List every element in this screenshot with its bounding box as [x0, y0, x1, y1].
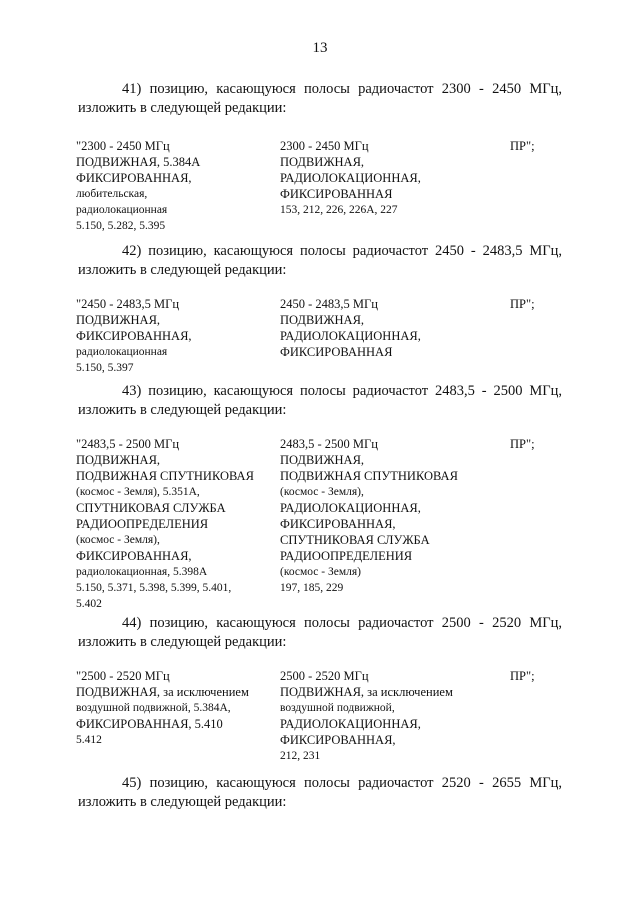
- table-line: радиолокационная: [76, 204, 168, 216]
- intro-line: изложить в следующей редакции:: [78, 634, 287, 650]
- table-line: ПОДВИЖНАЯ,: [76, 453, 161, 467]
- table-line: 5.150, 5.397: [76, 362, 134, 374]
- table-line: РАДИОЛОКАЦИОННАЯ,: [280, 717, 421, 731]
- table-line: (космос - Земля),: [280, 486, 364, 498]
- table-line: РАДИОЛОКАЦИОННАЯ,: [280, 329, 421, 343]
- section-41-intro: [78, 80, 562, 118]
- table-line: ПОДВИЖНАЯ,: [280, 313, 365, 327]
- table-line: РАДИОЛОКАЦИОННАЯ,: [280, 171, 421, 185]
- intro-line: 43) позицию, касающуюся полосы радиочастот 2483,5 - 2500 МГц,: [122, 383, 562, 399]
- table-line: 153, 212, 226, 226А, 227: [280, 204, 398, 216]
- section-43-intro: [78, 382, 562, 420]
- intro-line: изложить в следующей редакции:: [78, 794, 287, 810]
- priority-column: [510, 436, 570, 452]
- table-line: ФИКСИРОВАННАЯ,: [76, 549, 192, 563]
- table-line: ФИКСИРОВАННАЯ, 5.410: [76, 717, 223, 731]
- allocation-column-national: [280, 138, 490, 218]
- allocation-column-international: [76, 436, 276, 612]
- allocation-column-international: [76, 138, 276, 234]
- intro-line: 41) позицию, касающуюся полосы радиочастот 2300 - 2450 МГц,: [122, 81, 562, 97]
- table-line: радиолокационная, 5.398А: [76, 566, 208, 578]
- table-line: "2300 - 2450 МГц: [76, 139, 170, 153]
- section-44-intro: [78, 614, 562, 652]
- table-line: 5.412: [76, 734, 102, 746]
- table-line: ФИКСИРОВАННАЯ: [280, 345, 393, 359]
- table-line: РАДИОЛОКАЦИОННАЯ,: [280, 501, 421, 515]
- intro-line: 45) позицию, касающуюся полосы радиочастот 2520 - 2655 МГц,: [122, 775, 562, 791]
- table-line: 5.150, 5.371, 5.398, 5.399, 5.401,: [76, 582, 232, 594]
- table-line: ФИКСИРОВАННАЯ,: [280, 733, 396, 747]
- table-line: ПР";: [510, 139, 535, 153]
- table-line: РАДИООПРЕДЕЛЕНИЯ: [76, 517, 209, 531]
- intro-line: изложить в следующей редакции:: [78, 100, 287, 116]
- allocation-column-national: [280, 436, 490, 596]
- table-line: ПОДВИЖНАЯ, за исключением: [76, 685, 249, 699]
- table-line: 2483,5 - 2500 МГц: [280, 437, 378, 451]
- allocation-column-national: [280, 296, 490, 360]
- table-line: любительская,: [76, 188, 148, 200]
- table-line: 2300 - 2450 МГц: [280, 139, 369, 153]
- table-line: ПОДВИЖНАЯ, за исключением: [280, 685, 453, 699]
- table-line: ПОДВИЖНАЯ,: [280, 155, 365, 169]
- table-line: (космос - Земля),: [76, 534, 160, 546]
- table-line: ПОДВИЖНАЯ, 5.384А: [76, 155, 201, 169]
- table-line: 5.150, 5.282, 5.395: [76, 220, 166, 232]
- table-line: "2483,5 - 2500 МГц: [76, 437, 180, 451]
- table-line: (космос - Земля), 5.351А,: [76, 486, 200, 498]
- table-line: РАДИООПРЕДЕЛЕНИЯ: [280, 549, 413, 563]
- table-line: 2450 - 2483,5 МГц: [280, 297, 378, 311]
- table-line: "2500 - 2520 МГц: [76, 669, 170, 683]
- table-line: ПОДВИЖНАЯ СПУТНИКОВАЯ: [76, 469, 254, 483]
- table-line: 212, 231: [280, 750, 321, 762]
- allocation-column-national: [280, 668, 490, 764]
- page-number: 13: [312, 40, 328, 56]
- table-line: 2500 - 2520 МГц: [280, 669, 369, 683]
- table-line: (космос - Земля): [280, 566, 361, 578]
- table-line: ПР";: [510, 437, 535, 451]
- table-line: ФИКСИРОВАННАЯ,: [280, 517, 396, 531]
- section-45-intro: [78, 774, 562, 812]
- table-line: ПР";: [510, 297, 535, 311]
- table-line: ПР";: [510, 669, 535, 683]
- priority-column: [510, 138, 570, 154]
- allocation-column-international: [76, 668, 276, 748]
- table-line: "2450 - 2483,5 МГц: [76, 297, 180, 311]
- table-line: радиолокационная: [76, 346, 168, 358]
- table-line: СПУТНИКОВАЯ СЛУЖБА: [280, 533, 430, 547]
- table-line: ФИКСИРОВАННАЯ,: [76, 171, 192, 185]
- table-line: ФИКСИРОВАННАЯ,: [76, 329, 192, 343]
- intro-line: 44) позицию, касающуюся полосы радиочастот 2500 - 2520 МГц,: [122, 615, 562, 631]
- table-line: 197, 185, 229: [280, 582, 344, 594]
- table-line: ПОДВИЖНАЯ,: [76, 313, 161, 327]
- allocation-column-international: [76, 296, 276, 376]
- section-42-intro: [78, 242, 562, 280]
- intro-line: изложить в следующей редакции:: [78, 402, 287, 418]
- table-line: 5.402: [76, 598, 102, 610]
- table-line: ПОДВИЖНАЯ,: [280, 453, 365, 467]
- table-line: воздушной подвижной,: [280, 702, 395, 714]
- priority-column: [510, 668, 570, 684]
- table-line: воздушной подвижной, 5.384А,: [76, 702, 231, 714]
- table-line: ПОДВИЖНАЯ СПУТНИКОВАЯ: [280, 469, 458, 483]
- intro-line: изложить в следующей редакции:: [78, 262, 287, 278]
- intro-line: 42) позицию, касающуюся полосы радиочастот 2450 - 2483,5 МГц,: [122, 243, 562, 259]
- table-line: СПУТНИКОВАЯ СЛУЖБА: [76, 501, 226, 515]
- table-line: ФИКСИРОВАННАЯ: [280, 187, 393, 201]
- priority-column: [510, 296, 570, 312]
